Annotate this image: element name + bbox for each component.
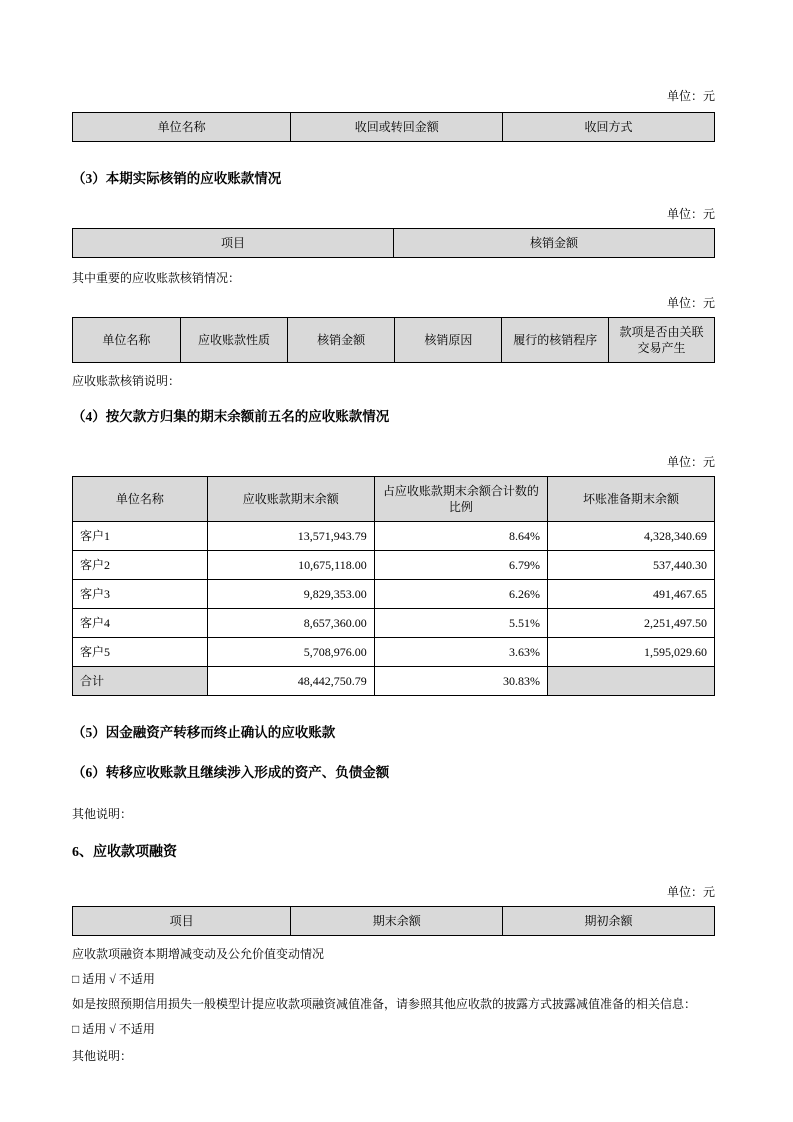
- customer-name-cell: 客户5: [73, 638, 208, 667]
- total-label-cell: 合计: [73, 667, 208, 696]
- table-row: [73, 609, 715, 638]
- ending-balance-cell: 8,657,360.00: [207, 609, 374, 638]
- writeoff-table: [72, 228, 715, 258]
- column-header-writeoff-reason: 核销原因: [395, 318, 502, 363]
- table-row: [73, 522, 715, 551]
- ending-balance-cell: 13,571,943.79: [207, 522, 374, 551]
- important-writeoff-note: 其中重要的应收账款核销情况：: [72, 271, 241, 285]
- ratio-cell: 3.63%: [374, 638, 547, 667]
- unit-label: [72, 884, 715, 900]
- table-total-row: [73, 667, 715, 696]
- writeoff-detail-table: [72, 317, 715, 363]
- recovery-table: [72, 112, 715, 142]
- financing-change-note: 应收款项融资本期增减变动及公允价值变动情况: [72, 947, 325, 961]
- bad-debt-cell: 537,440.30: [548, 551, 715, 580]
- section-title-writeoff: （3）本期实际核销的应收账款情况: [72, 171, 282, 186]
- section-title-top5: （4）按欠款方归集的期末余额前五名的应收账款情况: [72, 409, 390, 424]
- customer-name-cell: 客户1: [73, 522, 208, 551]
- other-note: 其他说明：: [72, 807, 133, 821]
- applicable-checkbox-line: □ 适用 √ 不适用: [72, 1022, 155, 1036]
- unit-label-text: 单位：元: [666, 207, 715, 221]
- column-header-receivable-nature: 应收账款性质: [180, 318, 287, 363]
- ratio-cell: 6.26%: [374, 580, 547, 609]
- column-header-recovery-method: 收回方式: [503, 113, 715, 142]
- unit-label-text: 单位：元: [666, 455, 715, 469]
- ratio-cell: 5.51%: [374, 609, 547, 638]
- bad-debt-cell: 4,328,340.69: [548, 522, 715, 551]
- customer-name-cell: 客户4: [73, 609, 208, 638]
- ending-balance-cell: 10,675,118.00: [207, 551, 374, 580]
- total-bad-debt-cell: [548, 667, 715, 696]
- receivables-financing-table: [72, 906, 715, 936]
- total-ratio-cell: 30.83%: [374, 667, 547, 696]
- column-header-related-transaction: 款项是否由关联交易产生: [609, 318, 715, 363]
- column-header-bad-debt-provision: 坏账准备期末余额: [548, 477, 715, 522]
- unit-label: [72, 454, 715, 470]
- unit-label-text: 单位：元: [666, 89, 715, 103]
- section-title-continuing-involvement: （6）转移应收账款且继续涉入形成的资产、负债金额: [72, 765, 390, 780]
- ending-balance-cell: 9,829,353.00: [207, 580, 374, 609]
- total-balance-cell: 48,442,750.79: [207, 667, 374, 696]
- top5-receivables-table: [72, 476, 715, 696]
- column-header-writeoff-procedure: 履行的核销程序: [502, 318, 609, 363]
- column-header-beginning-balance: 期初余额: [503, 907, 715, 936]
- section-title-derecognized: （5）因金融资产转移而终止确认的应收账款: [72, 725, 336, 740]
- column-header-unit-name: 单位名称: [73, 477, 208, 522]
- unit-label: [72, 206, 715, 222]
- writeoff-explain-note: 应收账款核销说明：: [72, 374, 181, 388]
- table-header-row: [73, 318, 715, 363]
- bad-debt-cell: 1,595,029.60: [548, 638, 715, 667]
- unit-label: [72, 88, 715, 104]
- ecl-reference-note: 如是按照预期信用损失一般模型计提应收款项融资减值准备，请参照其他应收款的披露方式披露减值准备的相关信息：: [72, 997, 697, 1011]
- table-header-row: [73, 113, 715, 142]
- applicable-checkbox-line: □ 适用 √ 不适用: [72, 972, 155, 986]
- column-header-unit-name: 单位名称: [73, 113, 291, 142]
- table-row: [73, 580, 715, 609]
- table-header-row: [73, 477, 715, 522]
- unit-label-text: 单位：元: [666, 885, 715, 899]
- bad-debt-cell: 491,467.65: [548, 580, 715, 609]
- column-header-ratio: 占应收账款期末余额合计数的比例: [374, 477, 547, 522]
- column-header-ending-balance: 期末余额: [291, 907, 503, 936]
- bad-debt-cell: 2,251,497.50: [548, 609, 715, 638]
- section-title-receivables-financing: 6、应收款项融资: [72, 845, 177, 860]
- column-header-item: 项目: [73, 229, 394, 258]
- table-header-row: [73, 229, 715, 258]
- column-header-writeoff-amount: 核销金额: [394, 229, 715, 258]
- ratio-cell: 8.64%: [374, 522, 547, 551]
- column-header-writeoff-amount: 核销金额: [288, 318, 395, 363]
- column-header-unit-name: 单位名称: [73, 318, 181, 363]
- table-row: [73, 551, 715, 580]
- unit-label-text: 单位：元: [666, 296, 715, 310]
- column-header-ending-balance: 应收账款期末余额: [207, 477, 374, 522]
- other-note: 其他说明：: [72, 1049, 133, 1063]
- ratio-cell: 6.79%: [374, 551, 547, 580]
- column-header-recovered-amount: 收回或转回金额: [291, 113, 503, 142]
- customer-name-cell: 客户3: [73, 580, 208, 609]
- table-row: [73, 638, 715, 667]
- unit-label: [72, 295, 715, 311]
- table-header-row: [73, 907, 715, 936]
- customer-name-cell: 客户2: [73, 551, 208, 580]
- ending-balance-cell: 5,708,976.00: [207, 638, 374, 667]
- column-header-item: 项目: [73, 907, 291, 936]
